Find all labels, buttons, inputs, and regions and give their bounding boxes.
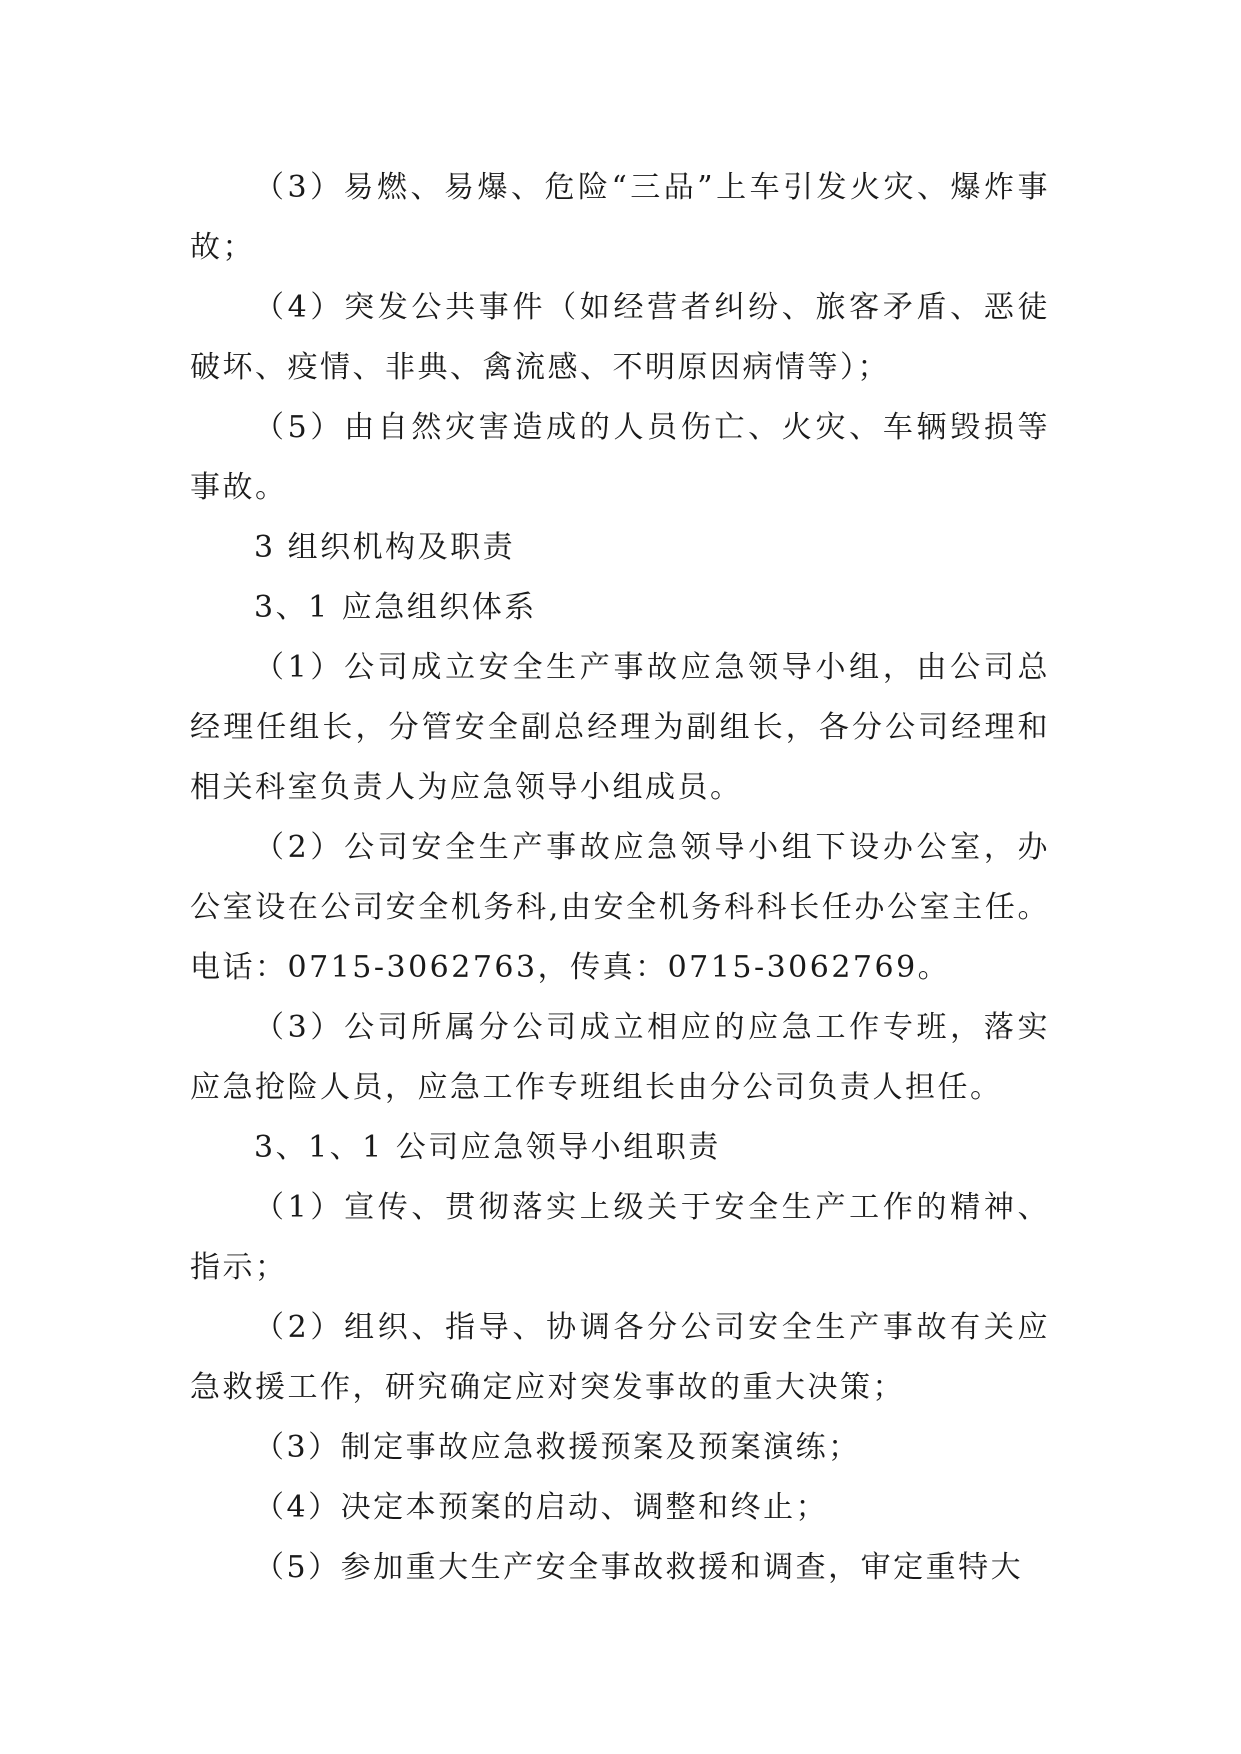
paragraph-hazmat-accident: （3）易燃、易爆、危险“三品”上车引发火灾、爆炸事故； bbox=[190, 170, 1050, 265]
paragraph-duty-2: （2）组织、指导、协调各分公司安全生产事故有关应急救援工作，研究确定应对突发事故的重大决策； bbox=[190, 1310, 1050, 1405]
paragraph-natural-disaster: （5）由自然灾害造成的人员伤亡、火灾、车辆毁损等事故。 bbox=[190, 410, 1050, 505]
paragraph-public-emergency: （4）突发公共事件（如经营者纠纷、旅客矛盾、恶徒破坏、疫情、非典、禽流感、不明原因病情等）； bbox=[190, 290, 1050, 385]
paragraph-duty-5: （5）参加重大生产安全事故救援和调查，审定重特大 bbox=[254, 1550, 1024, 1585]
subsection-heading-group-duties: 3、1、1 公司应急领导小组职责 bbox=[254, 1130, 721, 1165]
subsection-heading-emergency-system: 3、1 应急组织体系 bbox=[254, 590, 537, 625]
paragraph-branch-task-force: （3）公司所属分公司成立相应的应急工作专班，落实应急抢险人员，应急工作专班组长由分公司负责人担任。 bbox=[190, 1010, 1050, 1105]
section-heading-organization: 3 组织机构及职责 bbox=[254, 530, 516, 565]
paragraph-leadership-group: （1）公司成立安全生产事故应急领导小组，由公司总经理任组长，分管安全副总经理为副组长，各分公司经理和相关科室负责人为应急领导小组成员。 bbox=[190, 650, 1050, 805]
paragraph-duty-3: （3）制定事故应急救援预案及预案演练； bbox=[254, 1430, 861, 1465]
paragraph-office-contact: （2）公司安全生产事故应急领导小组下设办公室，办公室设在公司安全机务科,由安全机务科科长任办公室主任。电话：0715-3062763，传真：0715-3062769。 bbox=[190, 830, 1050, 985]
document-body bbox=[190, 158, 1050, 1598]
paragraph-duty-1: （1）宣传、贯彻落实上级关于安全生产工作的精神、指示； bbox=[190, 1190, 1050, 1285]
paragraph-duty-4: （4）决定本预案的启动、调整和终止； bbox=[254, 1490, 829, 1525]
